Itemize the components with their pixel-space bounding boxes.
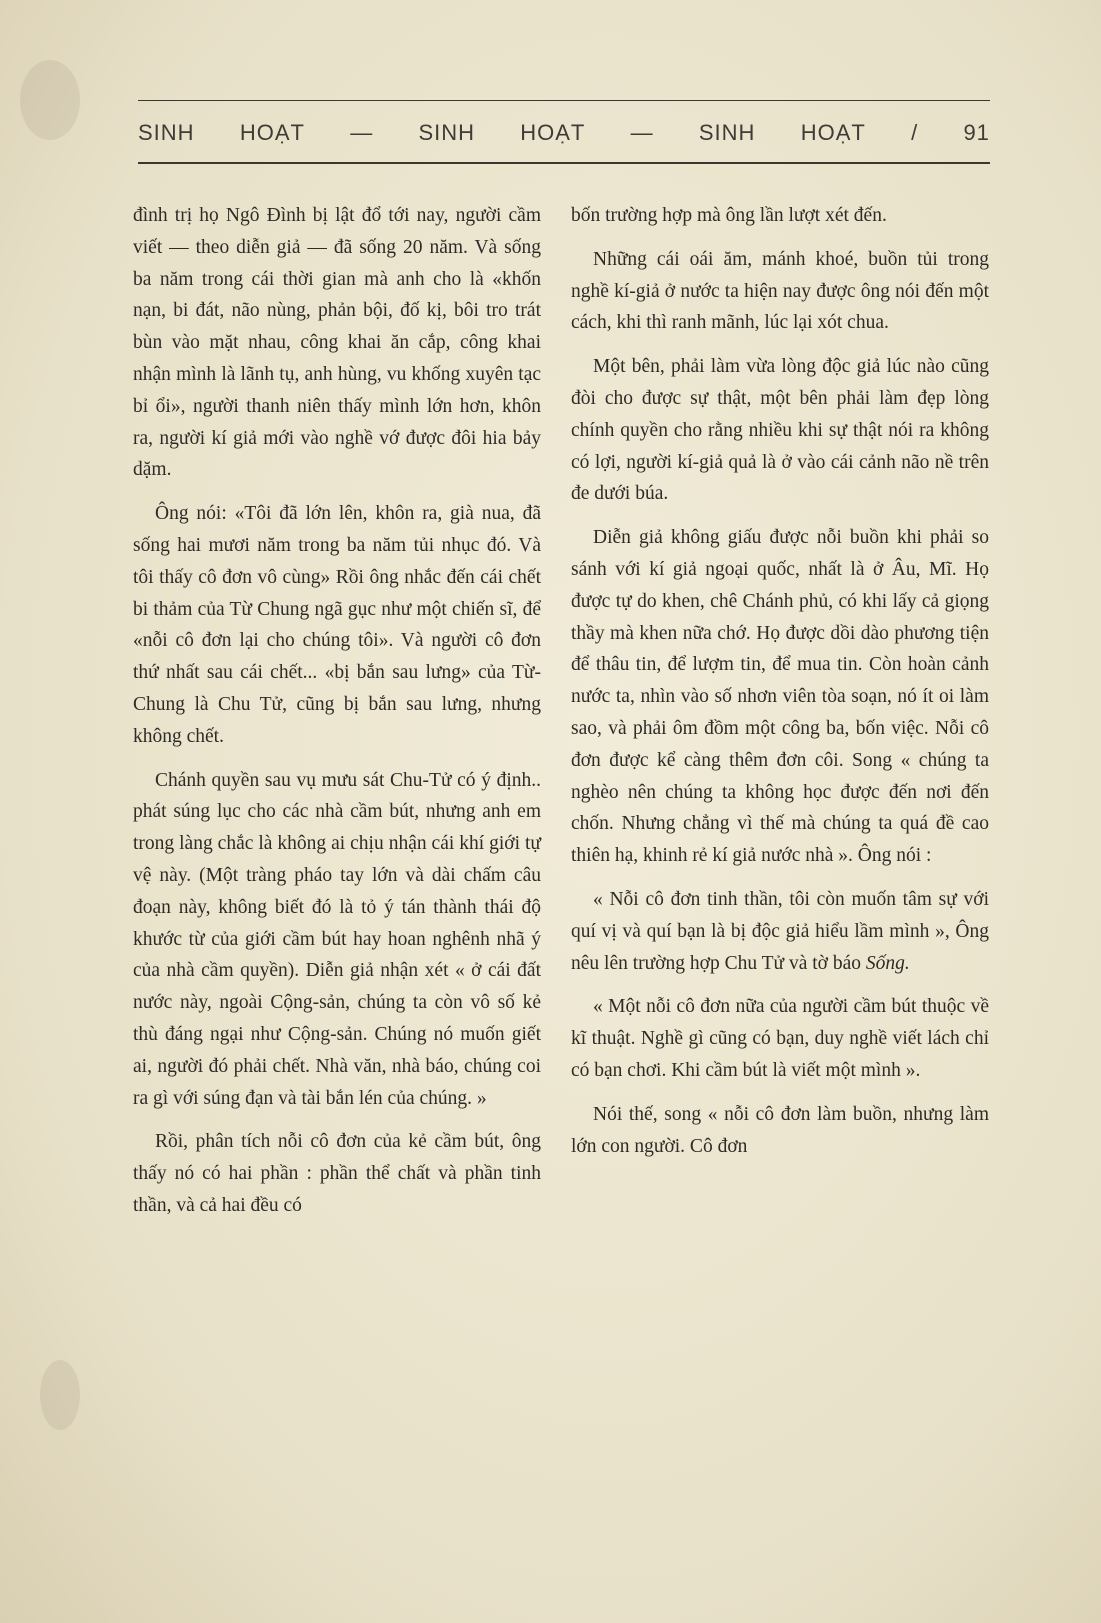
- paragraph: Chánh quyền sau vụ mưu sát Chu-Tử có ý định.. phát súng lục cho các nhà cầm bút, nhưng anh em trong làng chắc là không ai chịu nhận cái khí giới tự vệ này. (Một tràng pháo tay lớn và dài chấm câu đoạn này, không biết đó là tỏ ý tán thành thái độ khước từ của giới cầm bút hay hoan nghênh nhã ý của nhà cầm quyền). Diễn giả nhận xét « ở cái đất nước này, ngoài Cộng-sản, chúng ta còn vô số kẻ thù đáng ngại như Cộng-sản. Chúng nó muốn giết ai, người đó phải chết. Nhà văn, nhà báo, chúng coi ra gì với súng đạn và tài bắn lén của chúng. »: [133, 769, 541, 1109]
- paragraph: Một bên, phải làm vừa lòng độc giả lúc nào cũng đòi cho được sự thật, một bên phải làm đẹp lòng chính quyền cho rằng nhiều khi sự thật nói ra không có lợi, người kí-giả quả là ở vào cái cảnh não nề trên đe dưới búa.: [571, 356, 989, 505]
- paragraph-text: « Nỗi cô đơn tinh thần, tôi còn muốn tâm sự với quí vị và quí bạn là bị độc giả hiểu lầm mình », Ông nêu lên trường hợp Chu Tử và tờ báo: [571, 888, 989, 974]
- paragraph: Diễn giả không giấu được nỗi buồn khi phải so sánh với kí giả ngoại quốc, nhất là ở Âu, Mĩ. Họ được tự do khen, chê Chánh phủ, có khi lấy cả giọng thầy mà khen nữa chớ. Họ được dồi dào phương tiện để thâu tin, để lượm tin, để mua tin. Còn hoàn cảnh nước ta, nhìn vào số nhơn viên tòa soạn, nó ít oi làm sao, và phải ôm đồm một công ba, bốn việc. Nỗi cô đơn được kể càng thêm đơn côi. Song « chúng ta nghèo nên chúng ta không học được đến nơi đến chốn. Nhưng chẳng vì thế mà chúng ta quá đề cao thiên hạ, khinh rẻ kí giả nước nhà ». Ông nói :: [571, 527, 989, 867]
- running-head-word: HOẠT: [520, 120, 586, 145]
- running-head-slash: /: [911, 120, 919, 145]
- newspaper-title: Sống.: [865, 952, 910, 974]
- running-head-word: SINH: [698, 120, 756, 145]
- paragraph: đình trị họ Ngô Đình bị lật đổ tới nay, người cầm viết — theo diễn giả — đã sống 20 năm. Và sống ba năm trong cái thời gian mà anh cho là «khốn nạn, bi đát, não nùng, phản bội, đố kị, bôi tro trát bùn vào mặt nhau, công khai ăn cắp, công khai nhận mình là lãnh tụ, anh hùng, vu khống xuyên tạc bỉ ổi», người thanh niên thấy mình lớn hơn, khôn ra, người kí giả mới vào nghề vớ được đôi hia bảy dặm.: [133, 205, 541, 481]
- running-head-word: SINH: [138, 120, 195, 145]
- paragraph: bốn trường hợp mà ông lần lượt xét đến.: [571, 205, 887, 226]
- running-head-text: [138, 120, 990, 146]
- right-column: [571, 200, 989, 1174]
- header-top-rule: [138, 100, 990, 101]
- paragraph: Rồi, phân tích nỗi cô đơn của kẻ cầm bút, ông thấy nó có hai phần : phần thể chất và phần tinh thần, và cả hai đều có: [133, 1131, 541, 1216]
- paragraph: Nói thế, song « nỗi cô đơn làm buồn, nhưng làm lớn con người. Cô đơn: [571, 1103, 989, 1157]
- header-bottom-rule: [138, 162, 990, 164]
- paragraph: Những cái oái ăm, mánh khoé, buồn tủi trong nghề kí-giả ở nước ta hiện nay được ông nói đến một cách, khi thì ranh mãnh, lúc lại xót chua.: [571, 248, 989, 334]
- running-header: [138, 96, 990, 168]
- paper-stain: [40, 1360, 80, 1430]
- paragraph: [571, 884, 989, 979]
- running-head-word: HOẠT: [239, 120, 305, 145]
- page-number: 91: [963, 120, 990, 145]
- paper-stain: [20, 60, 80, 140]
- paragraph: Ông nói: «Tôi đã lớn lên, khôn ra, già nua, đã sống hai mươi năm trong ba năm tủi nhục đó. Và tôi thấy cô đơn vô cùng» Rồi ông nhắc đến cái chết bi thảm của Từ Chung ngã gục như một chiến sĩ, để «nỗi cô đơn lại cho chúng tôi». Và người cô đơn thứ nhất sau cái chết... «bị bắn sau lưng» của Từ-Chung là Chu Tử, cũng bị bắn sau lưng, nhưng không chết.: [133, 503, 541, 747]
- paragraph: « Một nỗi cô đơn nữa của người cầm bút thuộc về kĩ thuật. Nghề gì cũng có bạn, duy nghề viết lách chỉ có bạn chơi. Khi cầm bút là viết một mình ».: [571, 996, 989, 1081]
- running-head-dash: —: [350, 120, 374, 145]
- running-head-word: SINH: [418, 120, 475, 145]
- left-column: [133, 200, 541, 1234]
- running-head-word: HOẠT: [800, 120, 866, 145]
- running-head-dash: —: [630, 120, 654, 145]
